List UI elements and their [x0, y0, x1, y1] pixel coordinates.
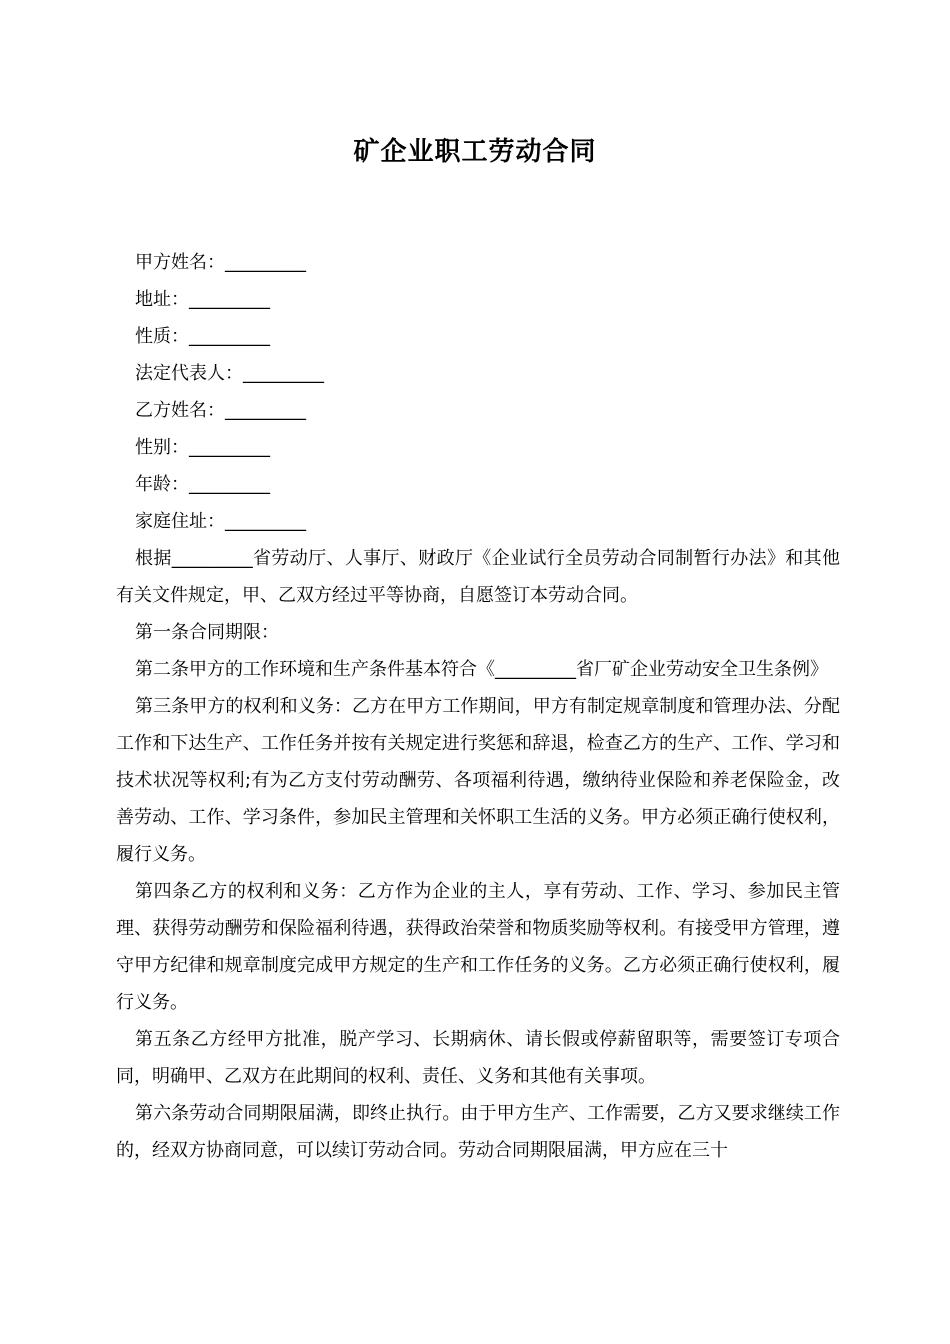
- paragraph-preamble: 根据_________省劳动厅、人事厅、财政厅《企业试行全员劳动合同制暂行办法》和其他有关文件规定，甲、乙双方经过平等协商，自愿签订本劳动合同。: [116, 548, 840, 606]
- field-legal-representative: 法定代表人：_________: [135, 363, 324, 384]
- field-address: 地址：_________: [135, 289, 270, 310]
- paragraph-article-1: 第一条合同期限：: [135, 622, 279, 643]
- field-age: 年龄：_________: [135, 474, 270, 495]
- document-title: 矿企业职工劳动合同: [353, 137, 597, 167]
- paragraph-article-5: 第五条乙方经甲方批准，脱产学习、长期病休、请长假或停薪留职等，需要签订专项合同，明确甲、乙双方在此期间的权利、责任、义务和其他有关事项。: [116, 1029, 840, 1087]
- paragraph-article-3: 第三条甲方的权利和义务：乙方在甲方工作期间，甲方有制定规章制度和管理办法、分配工作和下达生产、工作任务并按有关规定进行奖惩和辞退，检查乙方的生产、工作、学习和技术状况等权利;有为乙方支付劳动酬劳、各项福利待遇，缴纳待业保险和养老保险金，改善劳动、工作、学习条件，参加民主管理和关怀职工生活的义务。甲方必须正确行使权利，履行义务。: [116, 696, 840, 865]
- field-party-a-name: 甲方姓名：_________: [135, 252, 306, 273]
- paragraph-article-2: 第二条甲方的工作环境和生产条件基本符合《_________省厂矿企业劳动安全卫生条例》: [135, 659, 828, 680]
- field-home-address: 家庭住址：_________: [135, 511, 306, 532]
- document-body: [116, 244, 840, 1169]
- paragraph-article-4: 第四条乙方的权利和义务：乙方作为企业的主人，享有劳动、工作、学习、参加民主管理、获得劳动酬劳和保险福利待遇，获得政治荣誉和物质奖励等权利。有接受甲方管理，遵守甲方纪律和规章制度完成甲方规定的生产和工作任务的义务。乙方必须正确行使权利，履行义务。: [116, 881, 840, 1013]
- field-nature: 性质：_________: [135, 326, 270, 347]
- field-party-b-name: 乙方姓名：_________: [135, 400, 306, 421]
- field-gender: 性别：_________: [135, 437, 270, 458]
- paragraph-article-6: 第六条劳动合同期限届满，即终止执行。由于甲方生产、工作需要，乙方又要求继续工作的，经双方协商同意，可以续订劳动合同。劳动合同期限届满，甲方应在三十: [116, 1103, 840, 1161]
